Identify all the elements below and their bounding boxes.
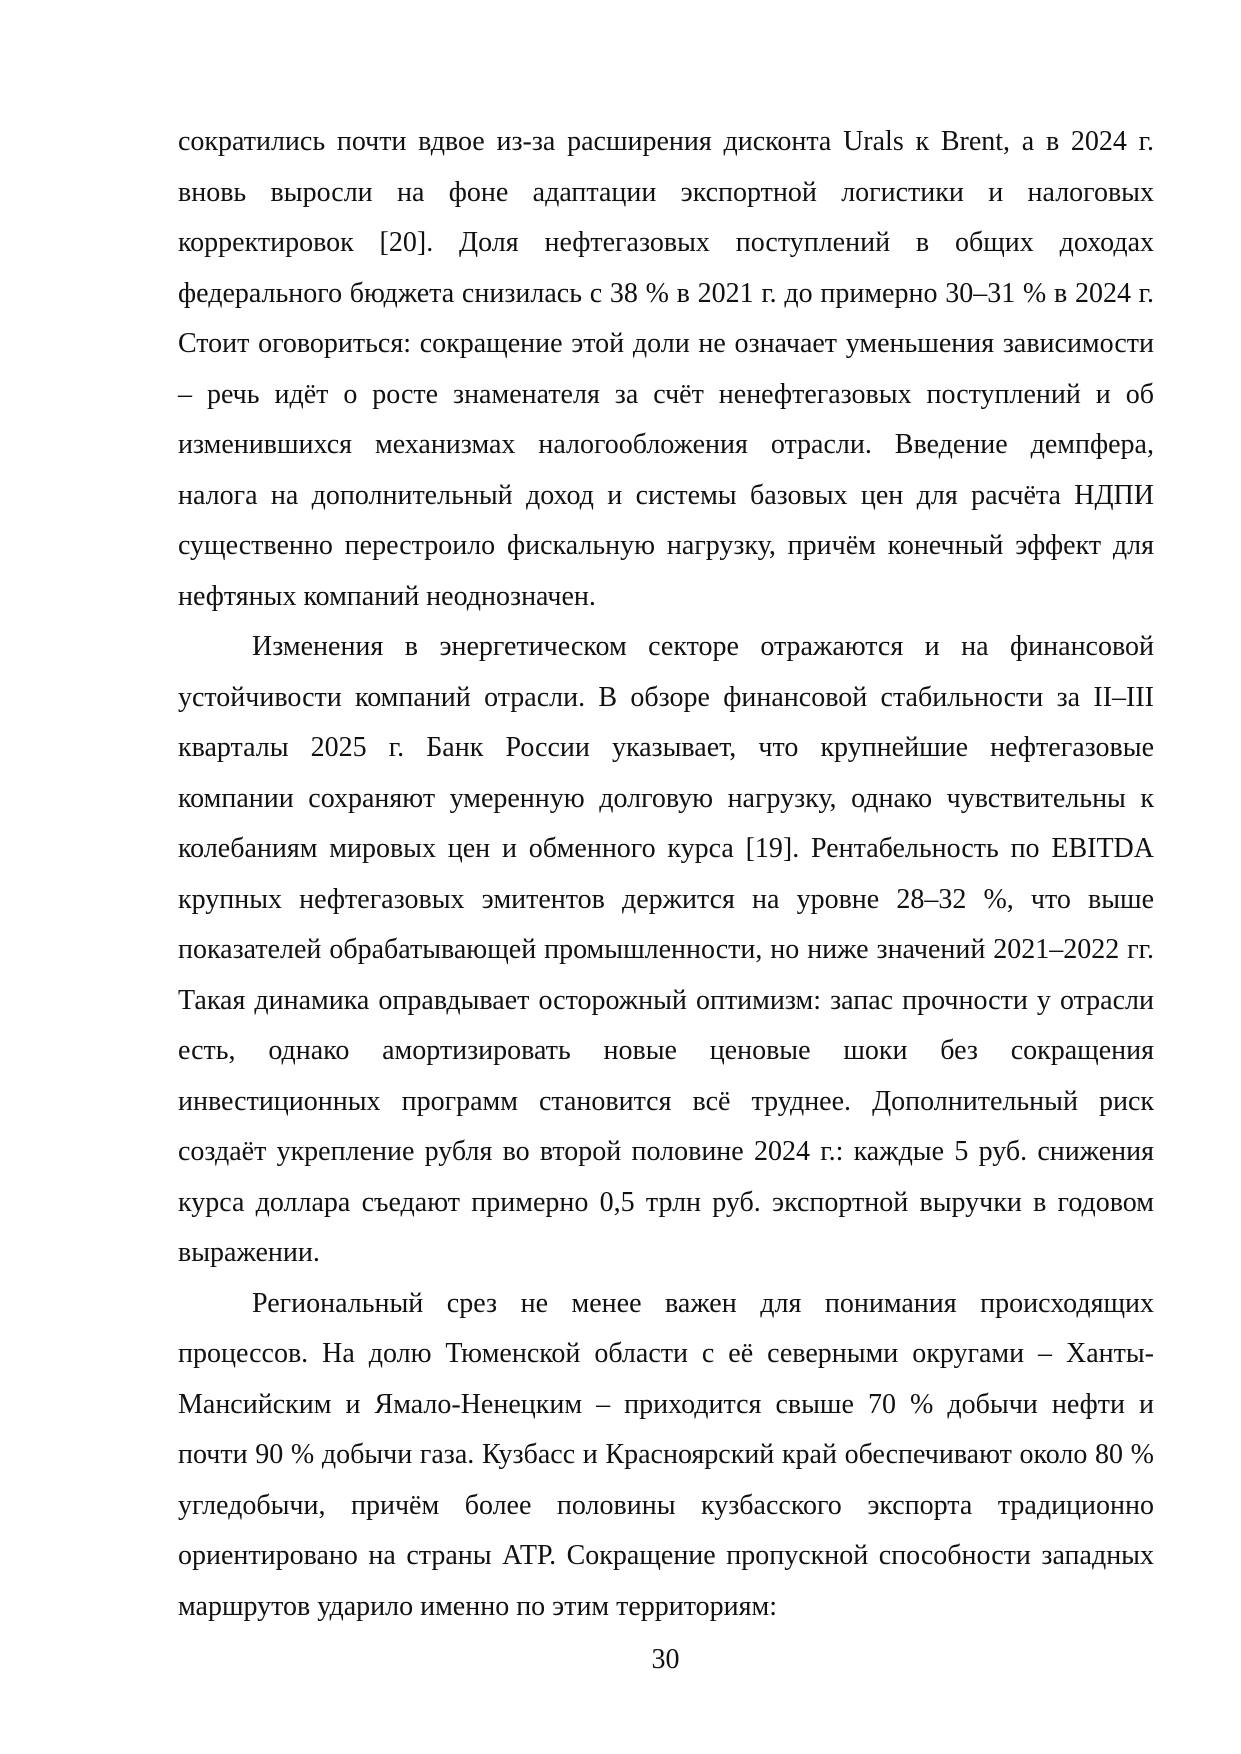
document-body: [178, 117, 1154, 1632]
page-number: 30: [651, 1644, 680, 1675]
paragraph-1: сократились почти вдвое из-за расширения дисконта Urals к Brent, а в 2024 г. вновь выросли на фоне адаптации экспортной логистики и налоговых корректировок [20]. Доля нефтегазовых поступлений в общих доходах федерального бюджета снизилась с 38 % в 2021 г. до примерно 30–31 % в 2024 г. Стоит оговориться: сокращение этой доли не означает уменьшения зависимости – речь идёт о росте знаменателя за счёт ненефтегазовых поступлений и об изменившихся механизмах налогообложения отрасли. Введение демпфера, налога на дополнительный доход и системы базовых цен для расчёта НДПИ существенно перестроило фискальную нагрузку, причём конечный эффект для нефтяных компаний неоднозначен.: [178, 126, 1154, 612]
paragraph-3: Региональный срез не менее важен для понимания происходящих процессов. На долю Тюменской области с её северными округами – Ханты-Мансийским и Ямало-Ненецким – приходится свыше 70 % добычи нефти и почти 90 % добычи газа. Кузбасс и Красноярский край обеспечивают около 80 % угледобычи, причём более половины кузбасского экспорта традиционно ориентировано на страны АТР. Сокращение пропускной способности западных маршрутов ударило именно по этим территориям:: [178, 1287, 1154, 1622]
paragraph-2: Изменения в энергетическом секторе отражаются и на финансовой устойчивости компаний отрасли. В обзоре финансовой стабильности за II–III кварталы 2025 г. Банк России указывает, что крупнейшие нефтегазовые компании сохраняют умеренную долговую нагрузку, однако чувствительны к колебаниям мировых цен и обменного курса [19]. Рентабельность по EBITDA крупных нефтегазовых эмитентов держится на уровне 28–32 %, что выше показателей обрабатывающей промышленности, но ниже значений 2021–2022 гг. Такая динамика оправдывает осторожный оптимизм: запас прочности у отрасли есть, однако амортизировать новые ценовые шоки без сокращения инвестиционных программ становится всё труднее. Дополнительный риск создаёт укрепление рубля во второй половине 2024 г.: каждые 5 руб. снижения курса доллара съедают примерно 0,5 трлн руб. экспортной выручки в годовом выражении.: [178, 631, 1154, 1268]
